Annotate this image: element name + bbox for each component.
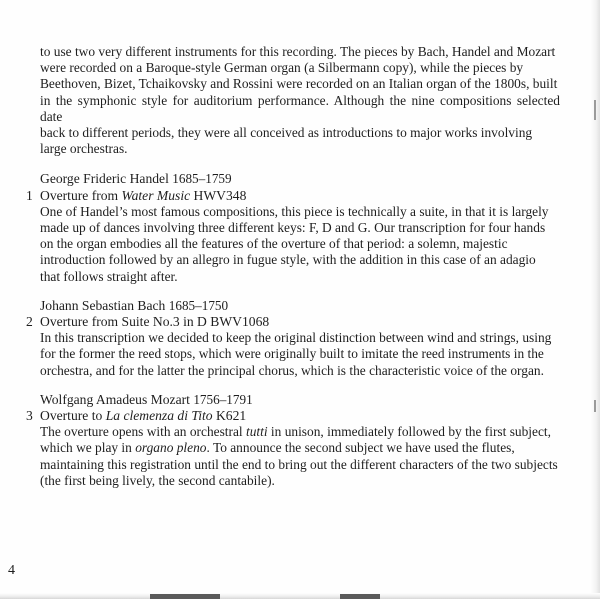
body-text (26, 44, 560, 502)
track-description (40, 424, 560, 489)
track-section-bach (26, 297, 560, 379)
description-line: which we play in organo pleno. To announce the second subject we have used the flutes, (40, 440, 515, 456)
description-line: introduction followed by an allegro in fugue style, with the addition in this case of an adagio (40, 252, 536, 268)
description-line: maintaining this registration until the end to bring out the different characters of the two subjects (40, 456, 558, 472)
intro-line: large orchestras. (40, 141, 128, 157)
track-title: Overture from Water Music HWV348 (40, 187, 247, 203)
description-line: One of Handel’s most famous compositions, this piece is technically a suite, in that it is largely (40, 203, 549, 219)
page-number: 4 (8, 563, 15, 578)
track-description (40, 204, 560, 285)
intro-line: Beethoven, Bizet, Tchaikovsky and Rossini were recorded on an Italian organ of the 1800s, built (40, 76, 558, 92)
track-title-italic: La clemenza di Tito (105, 408, 213, 424)
track-title-line (26, 314, 560, 330)
description-line: The overture opens with an orchestral tutti in unison, immediately followed by the first subject, (40, 424, 551, 440)
composer-name: Johann Sebastian Bach (40, 297, 166, 313)
track-number: 1 (26, 187, 33, 203)
edge-mark (594, 400, 596, 412)
page-edge-shadow (590, 0, 600, 599)
intro-line: to use two very different instruments for this recording. The pieces by Bach, Handel and Mozart (40, 44, 556, 59)
description-line: on the organ embodies all the features of the overture of that period: a solemn, majestic (40, 236, 508, 252)
page-bottom-shadow (0, 593, 600, 599)
track-number: 2 (26, 314, 33, 330)
bottom-mark (150, 594, 220, 599)
intro-line: were recorded on a Baroque-style German organ (a Silbermann copy), while the pieces by (40, 60, 524, 76)
description-line: for the former the reed stops, which were originally built to imitate the reed instruments in the (40, 346, 544, 362)
composer-heading (40, 171, 560, 187)
description-line: In this transcription we decided to keep the original distinction between wind and strings, using (40, 330, 552, 346)
italic-term: tutti (246, 424, 268, 440)
description-line: that follows straight after. (40, 268, 178, 284)
track-title: Overture from Suite No.3 in D BWV1068 (40, 314, 270, 330)
intro-line: in the symphonic style for auditorium performance. Although the nine compositions selected date (40, 92, 560, 124)
description-line: made up of dances involving three different keys: F, D and G. Our transcription for four hands (40, 220, 546, 236)
track-section-mozart (26, 391, 560, 489)
track-title: Overture to La clemenza di Tito K621 (40, 408, 247, 424)
bottom-mark (340, 594, 380, 599)
composer-heading (40, 298, 560, 314)
track-number: 3 (26, 408, 33, 424)
track-title-line (26, 187, 560, 204)
track-description (40, 330, 560, 379)
intro-paragraph (40, 44, 560, 157)
composer-dates: 1685–1750 (168, 297, 229, 313)
composer-dates: 1756–1791 (193, 391, 253, 407)
track-title-italic: Water Music (121, 187, 191, 203)
edge-mark (594, 100, 596, 120)
italic-term: organo pleno (135, 440, 207, 456)
intro-line: back to different periods, they were all conceived as introductions to major works involving (40, 125, 533, 141)
composer-dates: 1685–1759 (172, 171, 232, 187)
composer-heading (40, 392, 560, 408)
description-line: (the first being lively, the second cantabile). (40, 472, 275, 488)
composer-name: George Frideric Handel (40, 171, 169, 187)
track-section-handel (26, 171, 560, 284)
track-title-line (26, 408, 560, 424)
description-line: orchestra, and for the latter the principal chorus, which is the characteristic voice of the organ. (40, 362, 544, 378)
composer-name: Wolfgang Amadeus Mozart (40, 391, 190, 407)
